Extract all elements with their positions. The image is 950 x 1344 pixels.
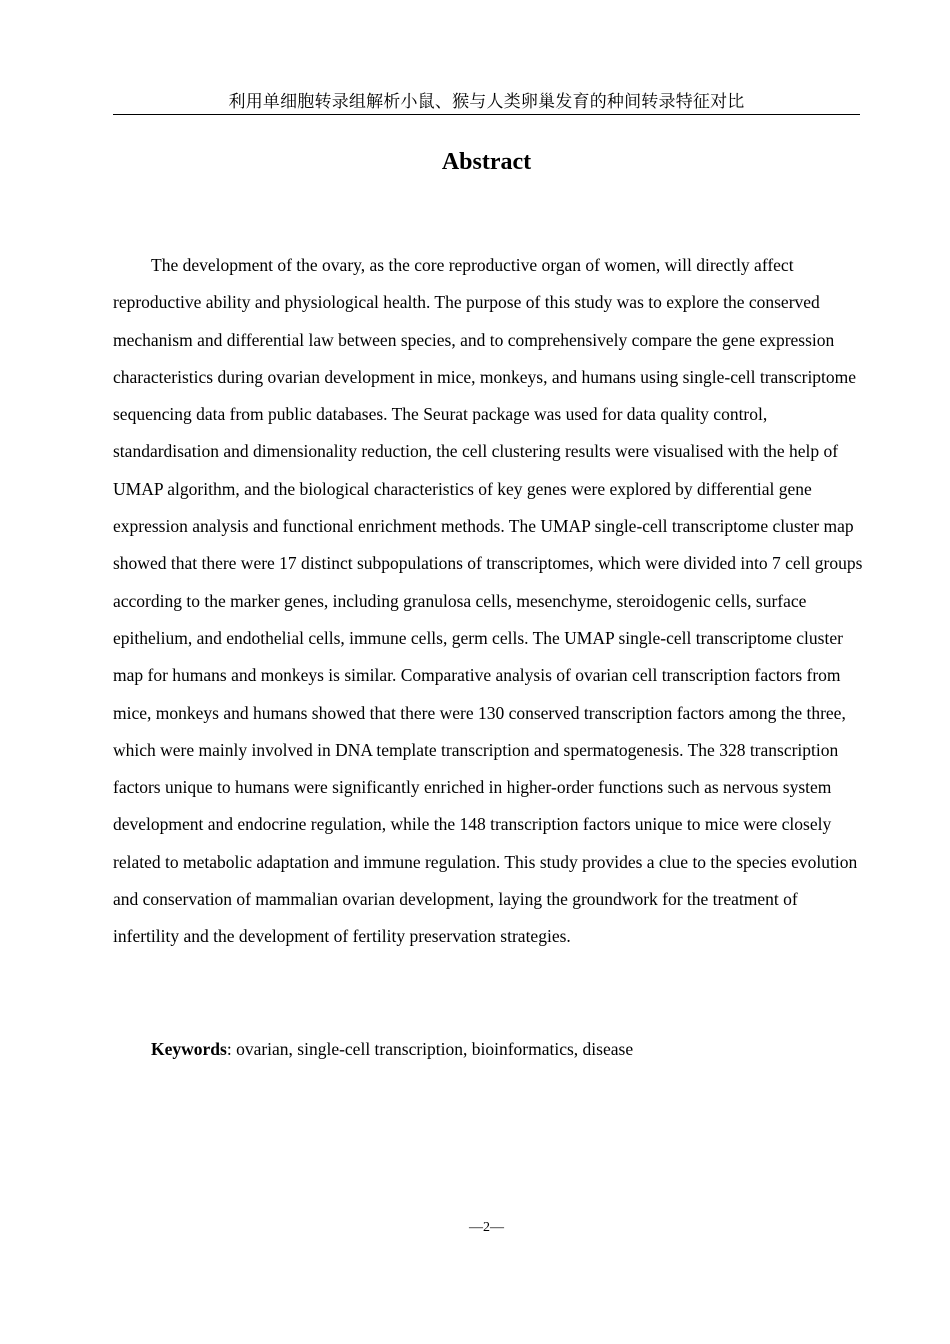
page-number: —2— <box>469 1220 504 1235</box>
keywords-list: : ovarian, single-cell transcription, bioinformatics, disease <box>226 1039 634 1059</box>
keywords-label: Keywords <box>151 1039 227 1059</box>
abstract-body: The development of the ovary, as the core reproductive organ of women, will directly affect reproductive ability and physiological health. The purpose of this study was to explore the conserved mechanism and differential law between species, and to comprehensively compare the gene expression characteristics during ovarian development in mice, monkeys, and humans using single-cell transcriptome sequencing data from public databases. The Seurat package was used for data quality control, standardisation and dimensionality reduction, the cell clustering results were visualised with the help of UMAP algorithm, and the biological characteristics of key genes were explored by differential gene expression analysis and functional enrichment methods. The UMAP single-cell transcriptome cluster map showed that there were 17 distinct subpopulations of transcriptomes, which were divided into 7 cell groups according to the marker genes, including granulosa cells, mesenchyme, steroidogenic cells, surface epithelium, and endothelial cells, immune cells, germ cells. The UMAP single-cell transcriptome cluster map for humans and monkeys is similar. Comparative analysis of ovarian cell transcription factors from mice, monkeys and humans showed that there were 130 conserved transcription factors among the three, which were mainly involved in DNA template transcription and spermatogenesis. The 328 transcription factors unique to humans were significantly enriched in higher-order functions such as nervous system development and endocrine regulation, while the 148 transcription factors unique to mice were closely related to metabolic adaptation and immune regulation. This study provides a clue to the species evolution and conservation of mammalian ovarian development, laying the groundwork for the treatment of infertility and the development of fertility preservation strategies. <box>113 255 863 947</box>
abstract-title: Abstract <box>441 149 532 175</box>
keywords-line <box>113 1031 863 1068</box>
running-header: 利用单细胞转录组解析小鼠、猴与人类卵巢发育的种间转录特征对比 <box>113 90 860 115</box>
